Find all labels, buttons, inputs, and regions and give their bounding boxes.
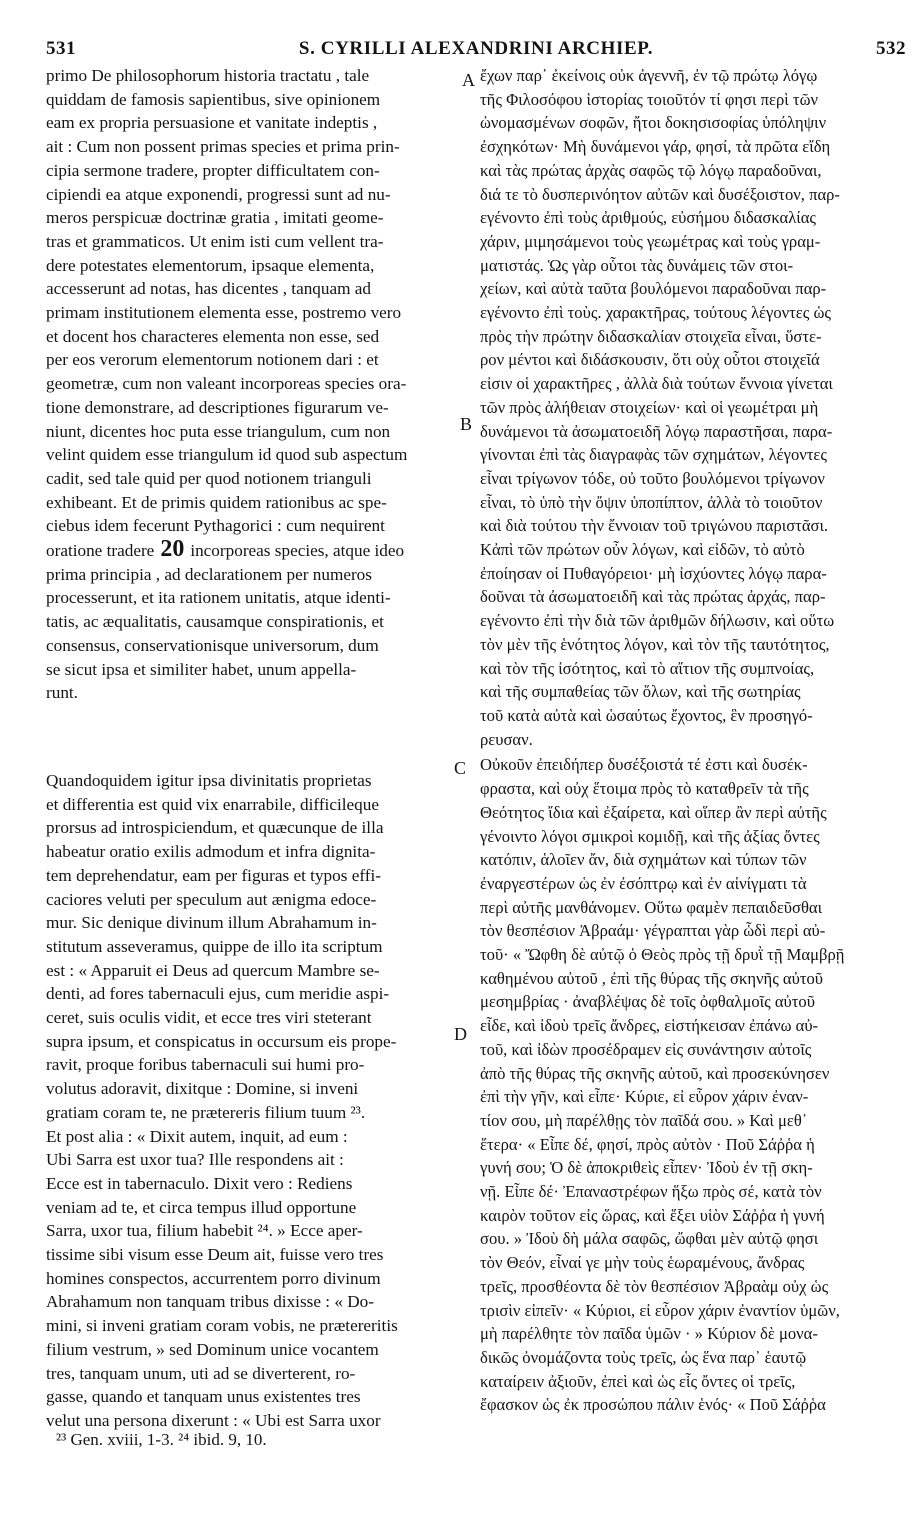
latin-column bbox=[46, 64, 448, 1440]
text-line: καὶ τῆς συμπαθείας τῶν ὅλων, καὶ τῆς σωτηρίας bbox=[480, 682, 801, 702]
text-line: tres, tanquam unum, uti ad se diverterent, ro- bbox=[46, 1363, 356, 1383]
text-line: denti, ad fores tabernaculi ejus, cum meridie aspi- bbox=[46, 984, 390, 1004]
running-header bbox=[46, 38, 906, 64]
text-line: Et post alia : « Dixit autem, inquit, ad eum : bbox=[46, 1126, 348, 1146]
text-line: εγένοντο ἐπὶ τοὺς ἀριθμούς, εὐσήμου διδασκαλίας bbox=[480, 208, 816, 228]
text-line: κατόπιν, ἁλοῖεν ἄν, διὰ σχημάτων καὶ τύπων τῶν bbox=[480, 850, 807, 870]
section-number: 20 bbox=[154, 538, 191, 563]
text-line: tissime sibi visum esse Deum ait, fuisse vero tres bbox=[46, 1245, 384, 1265]
text-line: oratione tradere 20 incorporeas species, atque ideo bbox=[46, 538, 405, 563]
text-line: γίνονται ἐπὶ τὰς διαγραφὰς τῶν σχημάτων, λέγοντες bbox=[480, 445, 827, 465]
text-line: et docent hos characteres elementa non esse, sed bbox=[46, 326, 380, 346]
text-line: τρισὶν εἰπεῖν· « Κύριοι, εἰ εὗρον χάριν ἐναντίον ὑμῶν, bbox=[480, 1300, 840, 1320]
text-line: homines conspectos, accurrentem porro divinum bbox=[46, 1268, 381, 1288]
text-line: ἕτερα· « Εἶπε δέ, φησί, πρὸς αὐτὸν · Ποῦ Σάῤῥα ἡ bbox=[480, 1134, 815, 1154]
text-line: καὶ τὸν τῆς ἰσότητος, καὶ τὸ αἴτιον τῆς συμπνοίας, bbox=[480, 658, 815, 678]
text-line: τοῦ, καὶ ἰδὼν προσέδραμεν εἰς συνάντησιν αὐτοῖς bbox=[480, 1039, 812, 1059]
text-line: ρον μέντοι καὶ διδάσκουσιν, ὅτι οὐχ οὗτοι στοιχεῖά bbox=[480, 350, 820, 370]
text-line: geometræ, cum non valeant incorporeas species ora- bbox=[46, 374, 407, 394]
margin-letter-d: D bbox=[454, 1024, 467, 1044]
text-line: σου. » Ἰδοὺ δὴ μάλα σαφῶς, ὤφθαι μὲν αὐτῷ φησι bbox=[480, 1229, 819, 1249]
paragraph-gap bbox=[46, 705, 448, 769]
text-line: καθημένου αὐτοῦ , ἐπὶ τῆς θύρας τῆς σκηνῆς αὐτοῦ bbox=[480, 968, 824, 988]
latin-paragraph-2 bbox=[46, 769, 448, 1433]
text-line: γένοιντο λόγοι σμικροὶ κομιδῇ, καὶ τῆς ἀξίας ὄντες bbox=[480, 826, 820, 846]
text-line: καταίρειν ἀξιοῦν, ἐπεὶ καὶ ὡς εἷς ὄντες οἱ τρεῖς, bbox=[480, 1371, 796, 1391]
text-line: supra ipsum, et conspicatus in occursum eis prope- bbox=[46, 1031, 397, 1051]
text-line: mur. Sic denique divinum illum Abrahamum in- bbox=[46, 913, 377, 933]
text-line: cipiendi ea atque exponendi, progressi sunt ad nu- bbox=[46, 184, 391, 204]
text-line: ἐπὶ τὴν γῆν, καὶ εἶπε· Κύριε, εἰ εὗρον χάριν ἐναν- bbox=[480, 1087, 809, 1107]
text-line: Abrahamum non tanquam tribus dixisse : « Do- bbox=[46, 1292, 374, 1312]
text-line: εἰσιν οἱ χαρακτῆρες , ἀλλὰ διὰ τούτων ἔννοια γίνεται bbox=[480, 374, 833, 394]
text-line: Οὐκοῦν ἐπειδήπερ δυσέξοιστά τέ ἐστι καὶ δυσέκ- bbox=[480, 755, 808, 775]
text-line: Ubi Sarra est uxor tua? Ille respondens ait : bbox=[46, 1150, 344, 1170]
text-line: et differentia est quid vix enarrabile, difficileque bbox=[46, 794, 379, 814]
text-line: ματιστάς. Ὡς γὰρ οὗτοι τὰς δυνάμεις τῶν στοι- bbox=[480, 255, 794, 275]
text-line: τίον σου, μὴ παρέλθῃς τὸν παῖδά σου. » Καὶ μεθ᾽ bbox=[480, 1110, 808, 1130]
running-title: S. CYRILLI ALEXANDRINI ARCHIEP. bbox=[298, 38, 654, 59]
text-line: stitutum asseveramus, quippe de illo ita scriptum bbox=[46, 936, 383, 956]
text-line: ceret, suis oculis vidit, et ecce tres viri steterant bbox=[46, 1008, 372, 1028]
text-line: εγένοντο ἐπὶ τοὺς. χαρακτῆρας, τούτους λέγοντες ὡς bbox=[480, 303, 831, 323]
text-line: niunt, dicentes hoc puta esse triangulum, cum non bbox=[46, 421, 391, 441]
margin-letter-b: B bbox=[460, 414, 473, 434]
text-line: τρεῖς, προσθέοντα δὲ τὸν θεσπέσιον Ἀβραὰμ οὐχ ὡς bbox=[480, 1276, 829, 1296]
text-line: ὠνομασμένων σοφῶν, ἤτοι δοκησισοφίας ὑπόληψιν bbox=[480, 113, 827, 133]
text-line: gasse, quando et tanquam unus existentes tres bbox=[46, 1387, 361, 1407]
margin-letter-a: A bbox=[462, 70, 475, 90]
text-line: εἶδε, καὶ ἰδοὺ τρεῖς ἄνδρες, εἱστήκεισαν ἐπάνω αὐ- bbox=[480, 1016, 819, 1036]
text-line: τοῦ κατὰ αὐτὰ καὶ ὡσαύτως ἔχοντος, ἓν προσηγό- bbox=[480, 705, 813, 725]
text-line: primo De philosophorum historia tractatu , tale bbox=[46, 66, 370, 85]
text-line: ἐσχηκότων· Μὴ δυνάμενοι γάρ, φησί, τὰ πρῶτα εἴδη bbox=[480, 137, 831, 157]
text-line: τὸν Θεόν, εἶναί γε μὴν τοὺς ἑωραμένους, ἄνδρας bbox=[480, 1253, 805, 1273]
text-line: dere potestates elementorum, ipsaque elementa, bbox=[46, 255, 375, 275]
text-line: Ecce est in tabernaculo. Dixit vero : Rediens bbox=[46, 1173, 353, 1193]
text-line: τὸν μὲν τῆς ἑνότητος λόγον, καὶ τὸν τῆς ταυτότητος, bbox=[480, 634, 830, 654]
text-line: tione demonstrare, ad descriptiones figurarum ve- bbox=[46, 397, 389, 417]
text-line: γυνή σου; Ὁ δὲ ἀποκριθεὶς εἶπεν· Ἰδοὺ ἐν τῇ σκη- bbox=[480, 1158, 813, 1178]
text-line: ait : Cum non possent primas species et prima prin- bbox=[46, 137, 400, 157]
text-line: εγένοντο ἐπὶ τὴν διὰ τῶν ἀριθμῶν δήλωσιν, καὶ οὕτω bbox=[480, 611, 835, 631]
text-line: τοῦ· « Ὤφθη δὲ αὐτῷ ὁ Θεὸς πρὸς τῇ δρυῒ τῇ Μαμβρῇ bbox=[480, 945, 845, 965]
text-line: περὶ αὐτῆς μανθάνομεν. Οὕτω φαμὲν πεπαιδεῦσθαι bbox=[480, 897, 823, 917]
margin-letter-c: C bbox=[454, 758, 467, 778]
text-line: processerunt, et ita rationem unitatis, atque identi- bbox=[46, 588, 391, 608]
text-line: χείων, καὶ αὐτὰ ταῦτα βουλόμενοι παραδοῦναι παρ- bbox=[480, 279, 827, 299]
text-line: εἶναι τρίγωνον τόδε, οὐ τοῦτο βουλόμενοι τρίγωνον bbox=[480, 468, 825, 488]
text-line: καὶ διὰ τούτου τὴν ἔννοιαν τοῦ τριγώνου παριστᾶσι. bbox=[480, 516, 829, 536]
text-line: εἶναι, τὸ ὑπὸ τὴν ὄψιν ὑποπίπτον, ἀλλὰ τὸ τοιοῦτον bbox=[480, 492, 823, 512]
text-line: gratiam coram te, ne prætereris filium tuum ²³. bbox=[46, 1102, 366, 1122]
left-page-number: 531 bbox=[46, 38, 76, 59]
text-line: πρὸς τὴν πρώτην διδασκαλίαν στοιχεῖα εἶναι, ὕστε- bbox=[480, 326, 822, 346]
text-line: eam ex propria persuasione et vanitate indeptis , bbox=[46, 113, 378, 133]
text-line: tras et grammaticos. Ut enim isti cum vellent tra- bbox=[46, 231, 384, 251]
text-line: ἀπὸ τῆς θύρας τῆς σκηνῆς αὐτοῦ, καὶ προσεκύνησεν bbox=[480, 1063, 830, 1083]
text-line: Θεότητος ἴδια καὶ ἐξαίρετα, καὶ οἵπερ ἂν περὶ αὐτῆς bbox=[480, 802, 827, 822]
text-line: νῇ. Εἶπε δέ· Ἐπαναστρέφων ἥξω πρὸς σέ, κατὰ τὸν bbox=[480, 1182, 822, 1202]
text-line: ἔχων παρ᾽ ἐκείνοις οὐκ ἀγεννῆ, ἐν τῷ πρώτῳ λόγῳ bbox=[480, 66, 818, 85]
text-line: ἐποίησαν οἱ Πυθαγόρειοι· μὴ ἰσχύοντες λόγῳ παρα- bbox=[480, 563, 827, 583]
text-line: tem deprehendatur, eam per figuras et typos effi- bbox=[46, 865, 381, 885]
latin-paragraph-1 bbox=[46, 64, 448, 705]
text-line-continuation: incorporeas species, atque ideo bbox=[190, 541, 405, 561]
text-line: velint quidem esse triangulum id quod sub aspectum bbox=[46, 445, 408, 465]
text-line: veniam ad te, et circa tempus illud opportune bbox=[46, 1197, 357, 1217]
text-line: Quandoquidem igitur ipsa divinitatis proprietas bbox=[46, 770, 372, 790]
text-line: διά τε τὸ δυσπερινόητον αὐτῶν καὶ δυσέξοιστον, παρ- bbox=[480, 184, 840, 204]
greek-paragraph-2 bbox=[480, 753, 896, 1417]
text-line: consensus, conservationisque universorum, dum bbox=[46, 635, 379, 655]
text-line: meros perspicuæ doctrinæ gratia , imitati geome- bbox=[46, 208, 384, 228]
text-line: filium vestrum, » sed Dominum unice vocantem bbox=[46, 1339, 379, 1359]
text-line: accesserunt ad notas, has dicentes , tanquam ad bbox=[46, 279, 372, 299]
text-line: habeatur oratio exilis admodum et infra dignita- bbox=[46, 842, 376, 862]
text-line: tatis, ac æqualitatis, causamque conspirationis, et bbox=[46, 612, 384, 632]
text-line: δοῦναι τὰ ἀσωματοειδῆ καὶ τὰς πρώτας ἀρχάς, παρ- bbox=[480, 587, 826, 607]
text-line: prorsus ad introspiciendum, et quæcunque de illa bbox=[46, 818, 384, 838]
text-line: ciebus idem fecerunt Pythagorici : cum nequirent bbox=[46, 516, 385, 536]
text-line: τῶν πρὸς ἀλήθειαν στοιχείων· καὶ οἱ γεωμέτραι μὴ bbox=[480, 397, 819, 417]
footnote: ²³ Gen. xviii, 1-3. ²⁴ ibid. 9, 10. bbox=[56, 1430, 267, 1449]
text-line: est : « Apparuit ei Deus ad quercum Mambre se- bbox=[46, 960, 380, 980]
text-line: χάριν, μιμησάμενοι τοὺς γεωμέτρας καὶ τοὺς γραμ- bbox=[480, 231, 821, 251]
text-line: ravit, proque foribus tabernaculi sui humi pro- bbox=[46, 1055, 365, 1075]
greek-paragraph-1 bbox=[480, 64, 896, 751]
text-line: ἐναργεστέρων ὡς ἐν ἐσόπτρῳ καὶ ἐν αἰνίγματι τὰ bbox=[480, 873, 807, 893]
text-line: cadit, sed tale quid per quod notionem trianguli bbox=[46, 468, 372, 488]
text-line: prima principia , ad declarationem per numeros bbox=[46, 564, 372, 584]
text-line: ρευσαν. bbox=[480, 729, 533, 749]
text-line: Sarra, uxor tua, filium habebit ²⁴. » Ecce aper- bbox=[46, 1221, 363, 1241]
text-line: per eos verorum elementorum notionem dari : et bbox=[46, 350, 379, 370]
text-line: mini, si inveni gratiam coram vobis, ne prætereritis bbox=[46, 1316, 398, 1336]
text-line: δικῶς ὀνομάζοντα τοὺς τρεῖς, ὡς ἕνα παρ᾽ ἑαυτῷ bbox=[480, 1347, 807, 1367]
text-line: τὸν θεσπέσιον Ἀβραάμ· γέγραπται γὰρ ὧδὶ περὶ αὐ- bbox=[480, 921, 826, 941]
greek-column bbox=[480, 64, 896, 1440]
text-line: volutus adoravit, dixitque : Domine, si inveni bbox=[46, 1079, 359, 1099]
text-line: δυνάμενοι τὰ ἀσωματοειδῆ λόγῳ παραστῆσαι, παρα- bbox=[480, 421, 833, 441]
text-line: quiddam de famosis sapientibus, sive opinionem bbox=[46, 89, 381, 109]
text-line: primam institutionem elementa esse, postremo vero bbox=[46, 303, 402, 323]
text-line: exhibeant. Et de primis quidem rationibus ac spe- bbox=[46, 492, 387, 512]
text-line: καιρὸν τοῦτον εἰς ὥρας, καὶ ἕξει υἱὸν Σάῤῥα ἡ γυνή bbox=[480, 1205, 825, 1225]
text-line: φραστα, καὶ οὐχ ἕτοιμα πρὸς τὸ καταθρεῖν τὰ τῆς bbox=[480, 779, 809, 799]
text-line: ἔφασκον ὡς ἐκ προσώπου πάλιν ἑνός· « Ποῦ Σάῤῥα bbox=[480, 1395, 826, 1415]
text-line: Κἀπὶ τῶν πρώτων οὖν λόγων, καὶ εἰδῶν, τὸ αὐτὸ bbox=[480, 540, 805, 560]
text-line: καὶ τὰς πρώτας ἀρχὰς σαφῶς τῷ λόγῳ παραδοῦναι, bbox=[480, 160, 822, 180]
text-line: runt. bbox=[46, 683, 78, 703]
right-page-number: 532 bbox=[876, 38, 906, 59]
text-line: μὴ παρέλθητε τὸν παῖδα ὑμῶν · » Κύριον δὲ μονα- bbox=[480, 1324, 818, 1344]
text-line: cipia sermone tradere, propter difficultatem con- bbox=[46, 160, 380, 180]
text-line: velut una persona dixerunt : « Ubi est Sarra uxor bbox=[46, 1410, 381, 1430]
text-line: se sicut ipsa et similiter habet, unum appella- bbox=[46, 659, 357, 679]
text-line: μεσημβρίας · ἀναβλέψας δὲ τοῖς ὀφθαλμοῖς αὐτοῦ bbox=[480, 992, 815, 1012]
text-line: τῆς Φιλοσόφου ἱστορίας τοιοῦτόν τί φησι περὶ τῶν bbox=[480, 89, 819, 109]
text-line: caciores veluti per speculum aut ænigma edoce- bbox=[46, 889, 377, 909]
